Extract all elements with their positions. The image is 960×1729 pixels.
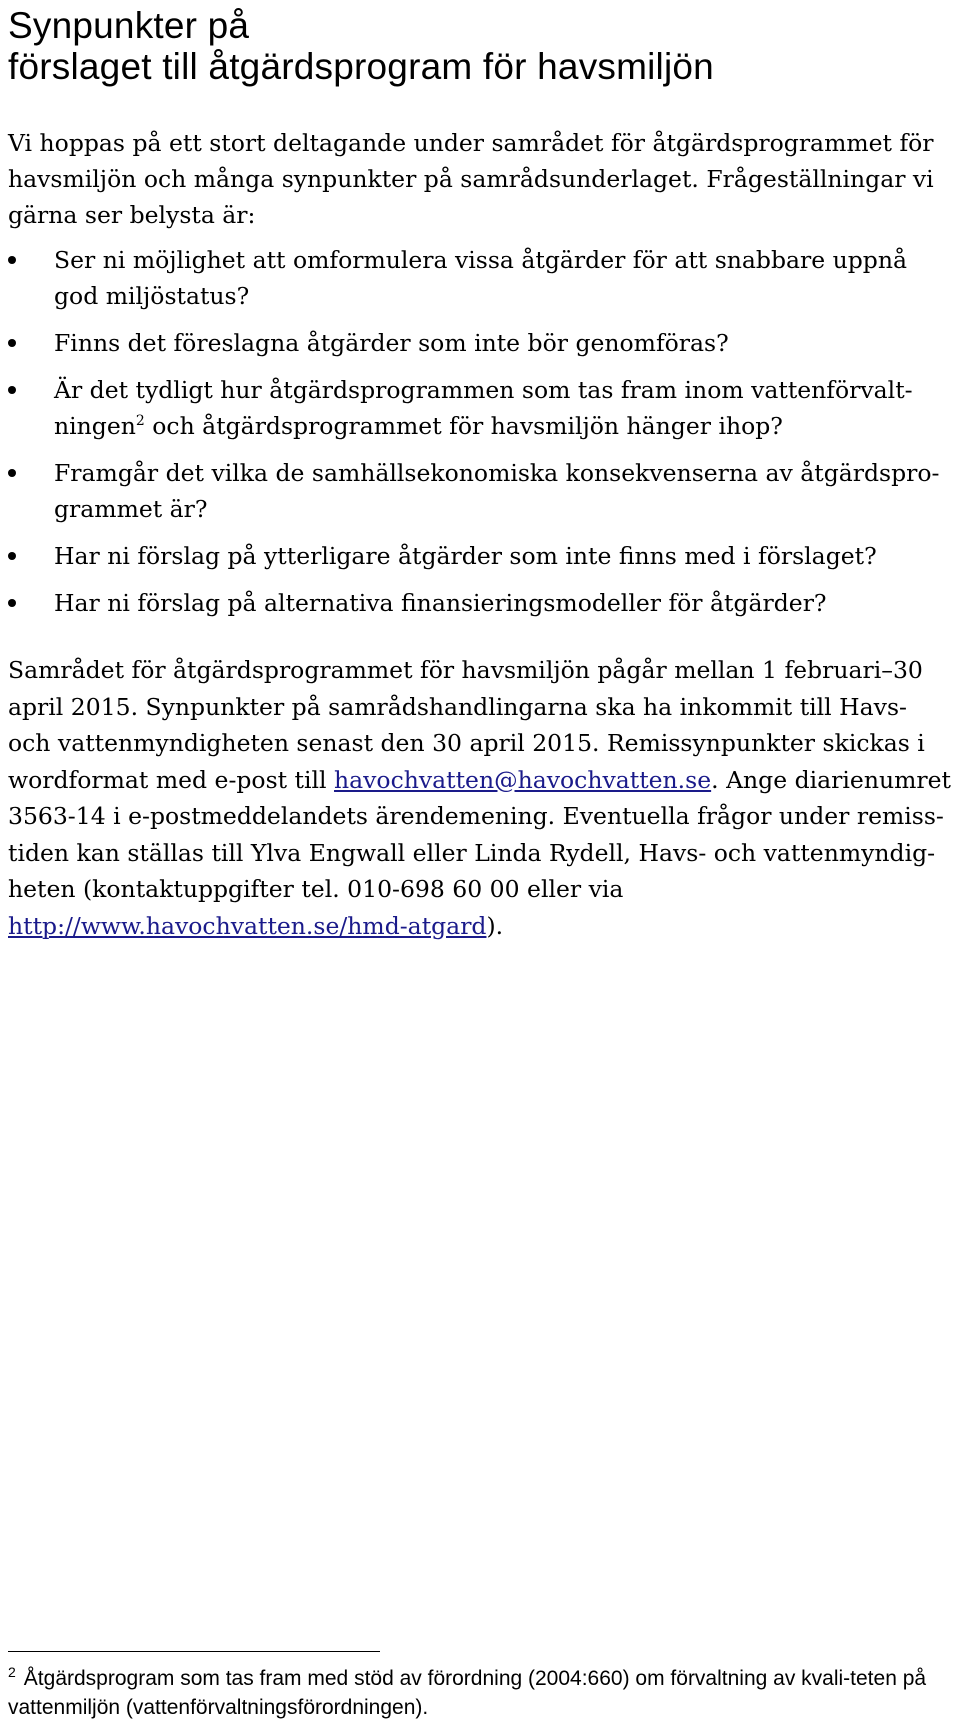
question-text-part: och åtgärdsprogrammet för havsmiljön hänger ihop? — [144, 412, 783, 440]
question-text: Finns det föreslagna åtgärder som inte bör genomföras? — [54, 329, 729, 357]
website-link[interactable]: http://www.havochvatten.se/hmd-atgard — [8, 911, 487, 940]
bullet-icon — [8, 599, 16, 607]
intro-paragraph: Vi hoppas på ett stort deltagande under samrådet för åtgärdsprogrammet för havsmiljön och många synpunkter på samrådsunderlaget. Frågeställningar vi gärna ser belysta är: — [8, 129, 934, 229]
footnote-reference[interactable]: 2 — [135, 413, 145, 430]
email-link[interactable]: havochvatten@havochvatten.se — [334, 765, 712, 794]
list-item — [8, 325, 956, 361]
question-text-part: Är det tydligt hur åtgärdsprogrammen som tas fram inom vattenförvalt-ningen — [54, 376, 913, 440]
question-text: Ser ni möjlighet att omformulera vissa åtgärder för att snabbare uppnå god miljöstatus? — [54, 246, 907, 310]
bullet-icon — [8, 552, 16, 560]
list-item — [8, 372, 956, 444]
consultation-text: ). — [486, 911, 504, 940]
footnote-marker: 2 — [8, 1664, 16, 1680]
question-text: Framgår det vilka de samhällsekonomiska konsekvenserna av åtgärdspro-grammet är? — [54, 459, 940, 523]
consultation-text: . Ange diarienumret 3563-14 i e-postmeddelandets ärendemening. Eventuella frågor under remiss-tiden kan ställas till Ylva Engwall eller Linda Rydell, Havs- och vattenmyndig-heten (kontaktuppgifter tel. 010-698 60 00 eller via — [8, 765, 951, 903]
list-item — [8, 538, 956, 574]
title-line-2: förslaget till åtgärdsprogram för havsmiljön — [8, 46, 714, 87]
footnote-divider — [8, 1651, 380, 1652]
bullet-icon — [8, 256, 16, 264]
footnote-text: Åtgärdsprogram som tas fram med stöd av förordning (2004:660) om förvaltning av kvali-teten på vattenmiljön (vattenförvaltningsförordningen). — [8, 1667, 927, 1719]
bullet-icon — [8, 339, 16, 347]
question-text: Har ni förslag på ytterligare åtgärder som inte finns med i förslaget? — [54, 542, 877, 570]
question-text: Har ni förslag på alternativa finansieringsmodeller för åtgärder? — [54, 589, 827, 617]
document-page — [8, 0, 956, 944]
list-item — [8, 242, 956, 314]
list-item — [8, 585, 956, 621]
footnote — [8, 1664, 956, 1722]
title-line-1: Synpunkter på — [8, 5, 250, 46]
bullet-icon — [8, 469, 16, 477]
list-item — [8, 455, 956, 527]
page-title — [8, 5, 956, 87]
bullet-icon — [8, 386, 16, 394]
consultation-text: Samrådet för åtgärdsprogrammet för havsmiljön pågår mellan 1 februari–30 april 2015. Synpunkter på samrådshandlingarna ska ha inkommit till Havs- och vattenmyndigheten senast den 30 april 2015. Remissynpunkter skickas i wordformat med e-post till — [8, 656, 925, 794]
consultation-paragraph — [8, 652, 956, 944]
question-text — [54, 376, 913, 440]
question-list — [8, 242, 956, 621]
